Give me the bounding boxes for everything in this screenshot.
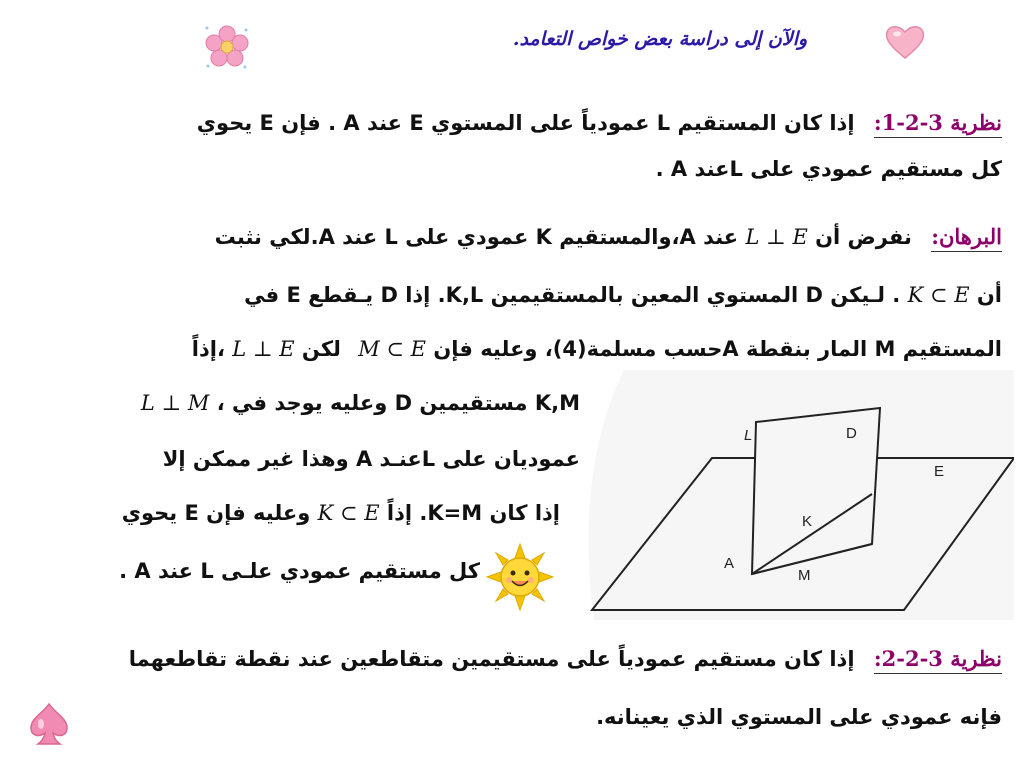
theorem2-line1 [129, 644, 1002, 674]
geometry-diagram [584, 370, 1014, 620]
label-l: L [744, 427, 753, 444]
proof-line2-math: K ⊂ E [907, 283, 970, 307]
label-k: K [802, 513, 813, 530]
sun-icon [486, 543, 554, 611]
proof-line3-pre: المستقيم M المار بنقطة Aحسب مسلمة(4)، وعليه فإن [433, 337, 1002, 361]
label-m: M [798, 567, 811, 584]
proof-line3-math1: M ⊂ E [358, 337, 427, 361]
proof-line1-math: L ⊥ E [745, 225, 808, 249]
proof-label: البرهان: [931, 224, 1002, 252]
proof-line6-pre: إذا كان K=M. إذاً [386, 501, 560, 525]
proof-line5: عموديان على Lعنـد A وهذا غير ممكن إلا [162, 447, 580, 471]
proof-line1 [215, 222, 1002, 252]
theorem1-text1: إذا كان المستقيم L عمودياً على المستوي E عند A . فإن E يحوي [196, 111, 855, 135]
proof-line2-pre: أن [976, 283, 1002, 307]
proof-line2-post: . لـيكن D المستوي المعين بالمستقيمين K,L. إذا D يـقطع E في [244, 283, 901, 307]
proof-line1-pre: نفرض أن [815, 225, 912, 249]
theorem2-text1: إذا كان مستقيم عمودياً على مستقيمين متقاطعين عند نقطة تقاطعهما [128, 647, 855, 671]
proof-line6-math: K ⊂ E [317, 501, 380, 525]
proof-line4-math: L ⊥ M [140, 391, 210, 415]
theorem1-label: نظرية 3-2-1: [874, 110, 1002, 138]
proof-line2 [244, 280, 1002, 310]
proof-line3-mid: لكن [301, 337, 341, 361]
proof-line7: كل مستقيم عمودي علـى L عند A . [119, 559, 480, 583]
proof-line4-pre: K,M مستقيمين D وعليه يوجد في ، [216, 391, 580, 415]
flower-icon [204, 24, 250, 70]
proof-line6 [20, 498, 560, 528]
label-a: A [724, 555, 735, 572]
theorem1-line1 [197, 108, 1002, 138]
proof-line3-math2: L ⊥ E [232, 337, 295, 361]
proof-line3-post: ،إذاً [191, 337, 225, 361]
proof-line1-post: عند A،والمستقيم K عمودي على L عند A.لكي نثبت [214, 225, 739, 249]
label-e: E [934, 463, 945, 480]
proof-line3 [192, 334, 1002, 364]
theorem2-label: نظرية 3-2-2: [874, 646, 1002, 674]
theorem1-line2: كل مستقيم عمودي على Lعند A . [655, 157, 1002, 181]
label-d: D [846, 425, 857, 442]
heart-icon [884, 24, 926, 60]
proof-line4 [20, 388, 580, 418]
theorem2-line2: فإنه عمودي على المستوي الذي يعينانه. [596, 705, 1002, 729]
proof-line6-post: وعليه فإن E يحوي [121, 501, 311, 525]
page-header: والآن إلى دراسة بعض خواص التعامد. [512, 28, 808, 50]
spade-icon [28, 702, 70, 746]
